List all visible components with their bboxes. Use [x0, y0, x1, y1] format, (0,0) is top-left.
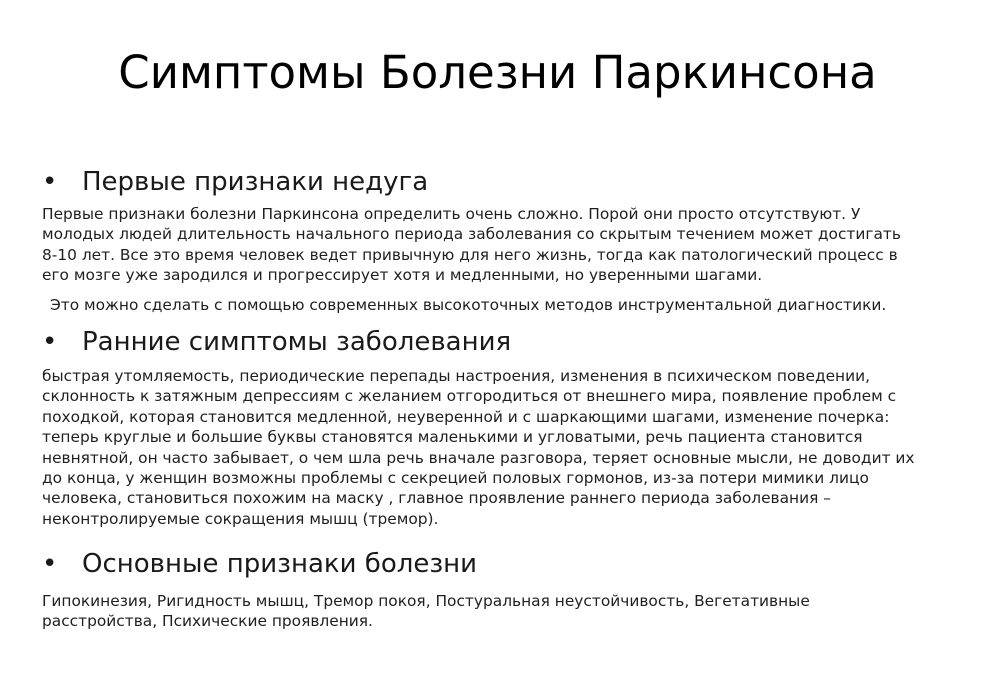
section-paragraph-diagnostics: Это можно сделать с помощью современных высокоточных методов инструментальной диагностики. — [50, 296, 887, 314]
bullet-glyph: • — [42, 549, 58, 579]
section-paragraph-main-signs: Гипокинезия, Ригидность мышц, Тремор покоя, Постуральная неустойчивость, Вегетативные расстройства, Психические проявления. — [42, 592, 810, 631]
slide-title: Симптомы Болезни Паркинсона — [118, 46, 877, 99]
section-heading-first-signs — [42, 164, 428, 200]
section-heading-main-signs — [42, 546, 477, 582]
section-paragraph-early-symptoms: быстрая утомляемость, периодические перепады настроения, изменения в психическом поведении, склонность к затяжным депрессиям с желанием отгородиться от внешнего мира, появление проблем с походкой, которая становится медленной, неуверенной и с шаркающими шагами, изменение почерка: теперь круглые и большие буквы становятся маленькими и угловатыми, речь пациента становится невнятной, он часто забывает, о чем шла речь вначале разговора, теряет основные мысли, не доводит их до конца, у женщин возможны проблемы с секрецией половых гормонов, из-за потери мимики лицо человека, становиться похожим на маску , главное проявление раннего периода заболевания – неконтролируемые сокращения мышц (тремор). — [42, 367, 915, 528]
section-heading-text: Ранние симптомы заболевания — [82, 327, 512, 357]
section-heading-early-symptoms — [42, 324, 511, 360]
section-paragraph-first-signs: Первые признаки болезни Паркинсона определить очень сложно. Порой они просто отсутствуют. У молодых людей длительность начального периода заболевания со скрытым течением может достигать 8-10 лет. Все это время человек ведет привычную для него жизнь, тогда как патологический процесс в его мозге уже зародился и прогрессирует хотя и медленными, но уверенными шагами. — [42, 205, 901, 285]
bullet-glyph: • — [42, 327, 58, 357]
section-heading-text: Основные признаки болезни — [82, 549, 478, 579]
section-heading-text: Первые признаки недуга — [82, 167, 429, 197]
bullet-glyph: • — [42, 167, 58, 197]
